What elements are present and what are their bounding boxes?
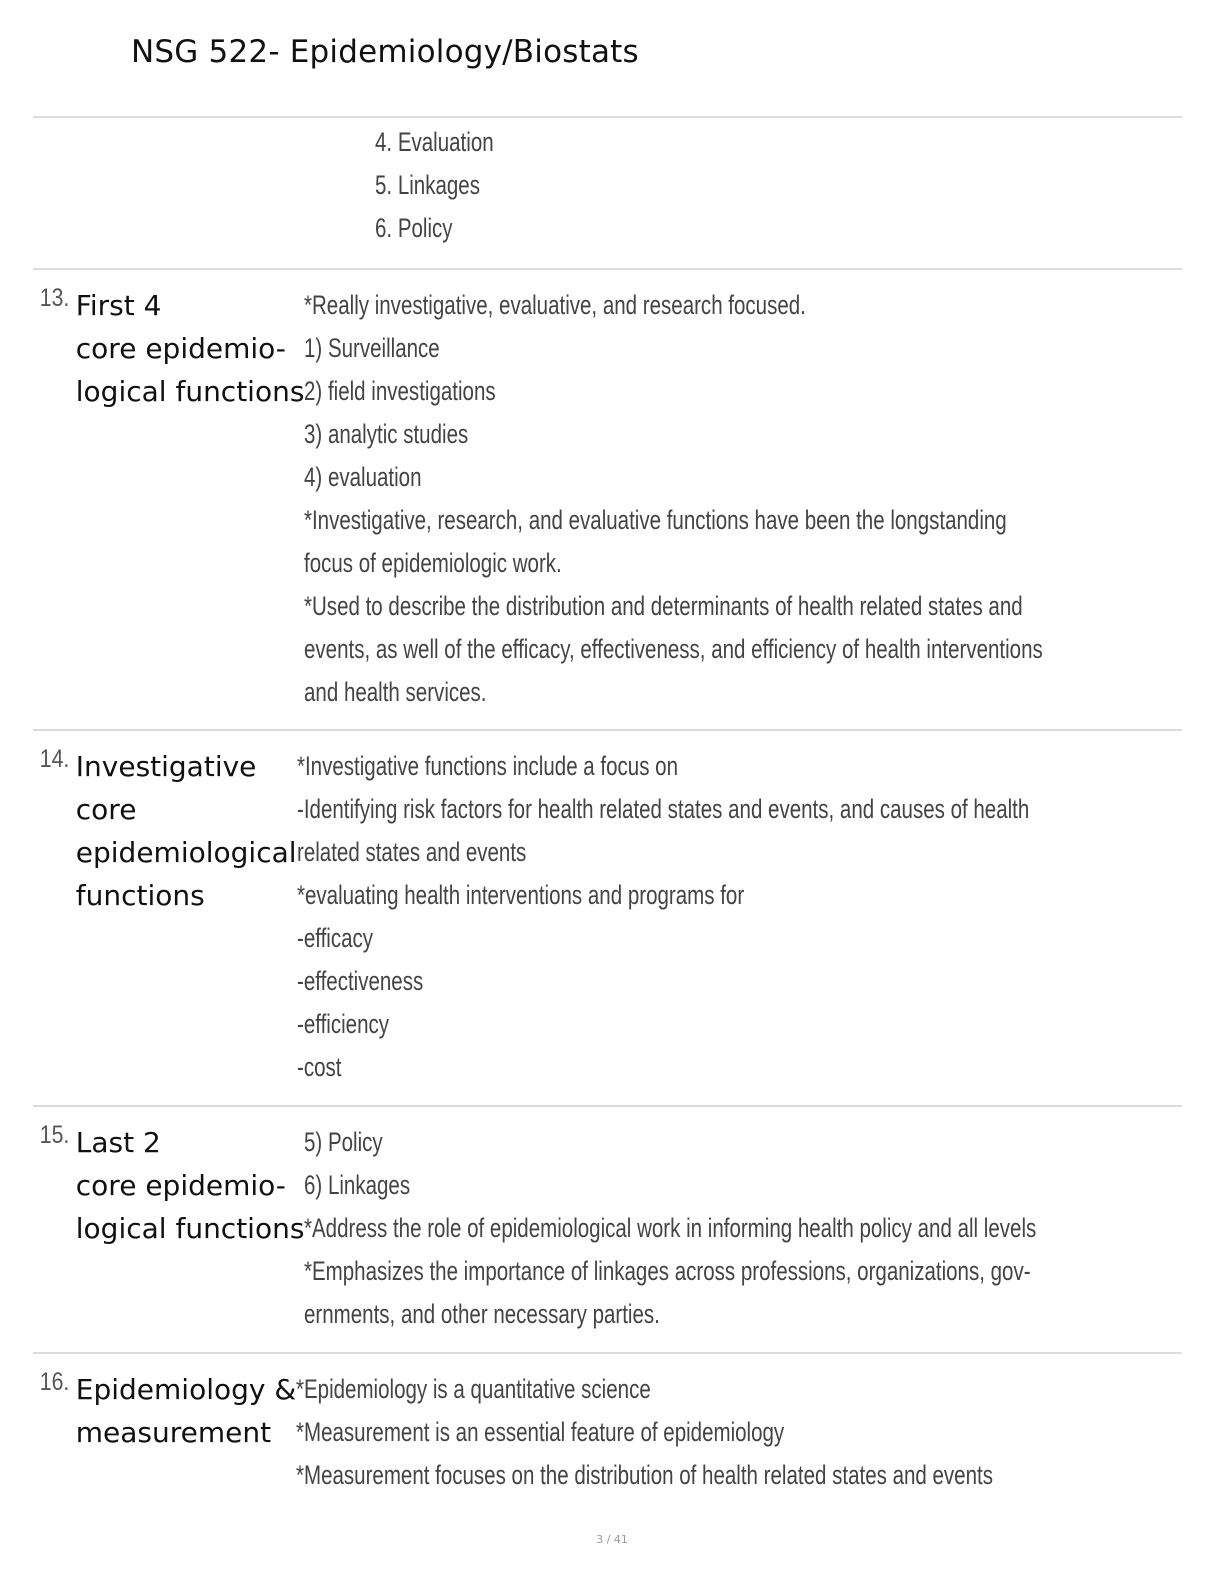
definition-line: *Epidemiology is a quantitative science — [296, 1374, 651, 1404]
definition-line: *Really investigative, evaluative, and research focused. — [304, 290, 807, 320]
card-term — [76, 1121, 305, 1250]
term-line: functions — [75, 879, 205, 912]
definition-line: *Address the role of epidemiological work in informing health policy and all levels — [304, 1213, 1037, 1243]
term-line: First 4 — [75, 289, 162, 322]
definition-line: events, as well of the efficacy, effectiveness, and efficiency of health interventions — [304, 634, 1044, 664]
term-line: Last 2 — [75, 1126, 161, 1159]
card-definition — [296, 1368, 1213, 1497]
definition-line: *Measurement is an essential feature of epidemiology — [296, 1417, 785, 1447]
term-line: measurement — [75, 1416, 272, 1449]
page-indicator: 3 / 41 — [596, 1533, 628, 1546]
definition-line: -cost — [296, 1052, 342, 1082]
definition-line: *Investigative functions include a focus on — [296, 751, 678, 781]
definition-line: -efficacy — [296, 923, 373, 953]
definition-line: and health services. — [304, 677, 487, 707]
card-number: 16. — [39, 1368, 70, 1396]
card-definition — [304, 1121, 1224, 1336]
card-number: 15. — [39, 1121, 70, 1149]
definition-line: *evaluating health interventions and programs for — [296, 880, 744, 910]
definition-line: 6. Policy — [375, 213, 453, 243]
definition-line: ernments, and other necessary parties. — [304, 1299, 661, 1329]
term-line: core — [75, 793, 137, 826]
definition-line: *Emphasizes the importance of linkages across professions, organizations, gov- — [304, 1256, 1031, 1286]
definition-line: *Investigative, research, and evaluative functions have been the longstanding — [304, 505, 1008, 535]
definition-line: -effectiveness — [296, 966, 423, 996]
definition-line: 2) field investigations — [304, 376, 497, 406]
definition-line: -efficiency — [296, 1009, 389, 1039]
definition-line: *Measurement focuses on the distribution of health related states and events — [296, 1460, 994, 1490]
card-number: 13. — [39, 284, 70, 312]
term-line: Epidemiology & — [75, 1373, 297, 1406]
card-term — [76, 745, 297, 917]
flashcard — [33, 268, 1182, 729]
term-line: epidemiological — [75, 836, 297, 869]
flashcard-list — [33, 116, 1182, 1524]
flashcard — [33, 1105, 1182, 1352]
definition-line: 6) Linkages — [304, 1170, 411, 1200]
definition-line: related states and events — [296, 837, 526, 867]
card-term — [76, 1368, 296, 1454]
term-line: Investigative — [75, 750, 257, 783]
definition-line: 5. Linkages — [375, 170, 480, 200]
flashcard — [33, 116, 1182, 268]
definition-line: 1) Surveillance — [304, 333, 441, 363]
definition-line: -Identifying risk factors for health related states and events, and causes of health — [296, 794, 1029, 824]
definition-line: focus of epidemiologic work. — [304, 548, 563, 578]
term-line: logical functions — [75, 1212, 305, 1245]
card-definition — [304, 284, 1224, 714]
term-line: logical functions — [75, 375, 305, 408]
definition-line: 3) analytic studies — [304, 419, 469, 449]
flashcard — [33, 1352, 1182, 1524]
flashcard — [33, 729, 1182, 1105]
definition-line: 4) evaluation — [304, 462, 422, 492]
definition-line: 5) Policy — [304, 1127, 384, 1157]
page-title: NSG 522- Epidemiology/Biostats — [131, 34, 639, 70]
card-definition — [375, 121, 1182, 250]
card-definition — [297, 745, 1224, 1089]
definition-line: *Used to describe the distribution and determinants of health related states and — [304, 591, 1024, 621]
definition-line: 4. Evaluation — [375, 127, 494, 157]
card-number: 14. — [39, 745, 70, 773]
term-line: core epidemio- — [75, 1169, 286, 1202]
card-term — [76, 284, 305, 413]
term-line: core epidemio- — [75, 332, 286, 365]
